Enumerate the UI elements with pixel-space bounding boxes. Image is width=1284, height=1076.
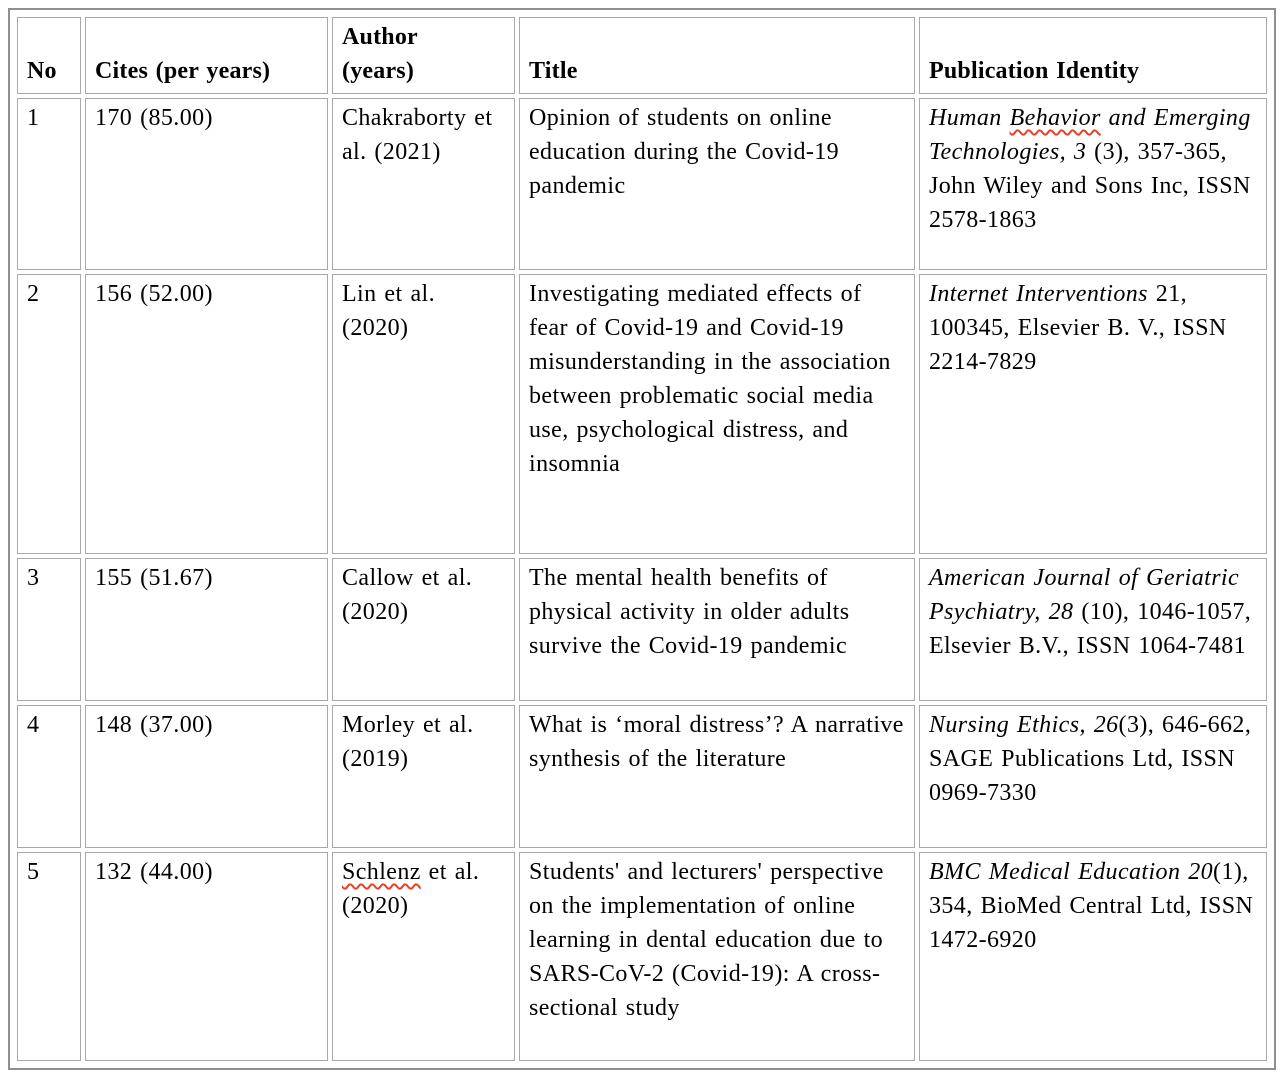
text-segment: Human <box>929 105 1010 131</box>
header-title: Title <box>519 17 915 94</box>
text-segment: (1), 354, BioMed Central Ltd, ISSN 1472-6920 <box>929 859 1254 953</box>
author-cell <box>332 558 515 701</box>
misspelled-word: Schlenz <box>342 859 421 885</box>
header-cites: Cites (per years) <box>85 17 328 94</box>
citation-row-4 <box>17 705 1267 848</box>
text-segment: Callow et al. (2020) <box>342 565 473 625</box>
text-segment: and Emerging Technologies, 3 <box>929 105 1251 165</box>
publication-cell <box>919 98 1267 270</box>
author-cell <box>332 852 515 1061</box>
citation-row-3 <box>17 558 1267 701</box>
text-segment: Nursing Ethics, 26 <box>929 712 1119 738</box>
text-segment: Internet Interventions <box>929 281 1148 307</box>
header-no: No <box>17 17 81 94</box>
publication-cell <box>919 558 1267 701</box>
title-cell: The mental health benefits of physical activity in older adults survive the Covid-19 pandemic <box>519 558 915 701</box>
cites-cell: 156 (52.00) <box>85 274 328 554</box>
publication-cell <box>919 705 1267 848</box>
text-segment: (3), 646-662, SAGE Publications Ltd, ISSN 0969-7330 <box>929 712 1252 806</box>
header-publication: Publication Identity <box>919 17 1267 94</box>
header-author <box>332 17 515 94</box>
no-cell: 2 <box>17 274 81 554</box>
text-segment: Morley et al. (2019) <box>342 712 474 772</box>
title-cell: Opinion of students on online education during the Covid-19 pandemic <box>519 98 915 270</box>
title-cell: Students' and lecturers' perspective on the implementation of online learning in dental education due to SARS-CoV-2 (Covid-19): A cross-sectional study <box>519 852 915 1061</box>
text-segment: American Journal of Geriatric Psychiatry, 28 <box>929 565 1240 625</box>
author-cell <box>332 98 515 270</box>
cites-cell: 132 (44.00) <box>85 852 328 1061</box>
publication-cell <box>919 274 1267 554</box>
text-segment: (10), 1046-1057, Elsevier B.V., ISSN 1064-7481 <box>929 599 1252 659</box>
author-cell <box>332 705 515 848</box>
document-table-frame <box>8 8 1276 1070</box>
citation-row-5 <box>17 852 1267 1061</box>
text-segment: BMC Medical Education 20 <box>929 859 1214 885</box>
no-cell: 1 <box>17 98 81 270</box>
text-segment: (3), 357-365, John Wiley and Sons Inc, ISSN 2578-1863 <box>929 139 1251 233</box>
cites-cell: 155 (51.67) <box>85 558 328 701</box>
title-cell: Investigating mediated effects of fear of Covid-19 and Covid-19 misunderstanding in the association between problematic social media use, psychological distress, and insomnia <box>519 274 915 554</box>
no-cell: 5 <box>17 852 81 1061</box>
citations-table <box>13 13 1271 1065</box>
author-cell <box>332 274 515 554</box>
misspelled-word: Behavior <box>1009 105 1101 131</box>
title-cell: What is ‘moral distress’? A narrative synthesis of the literature <box>519 705 915 848</box>
citation-row-1 <box>17 98 1267 270</box>
header-author-label: Author (years) <box>342 24 418 84</box>
text-segment: Lin et al. (2020) <box>342 281 435 341</box>
citation-row-2 <box>17 274 1267 554</box>
text-segment: et al. (2020) <box>342 859 480 919</box>
cites-cell: 170 (85.00) <box>85 98 328 270</box>
publication-cell <box>919 852 1267 1061</box>
cites-cell: 148 (37.00) <box>85 705 328 848</box>
header-row <box>17 17 1267 94</box>
no-cell: 4 <box>17 705 81 848</box>
text-segment: Chakraborty et al. (2021) <box>342 105 493 165</box>
text-segment: 21, 100345, Elsevier B. V., ISSN 2214-7829 <box>929 281 1227 375</box>
no-cell: 3 <box>17 558 81 701</box>
